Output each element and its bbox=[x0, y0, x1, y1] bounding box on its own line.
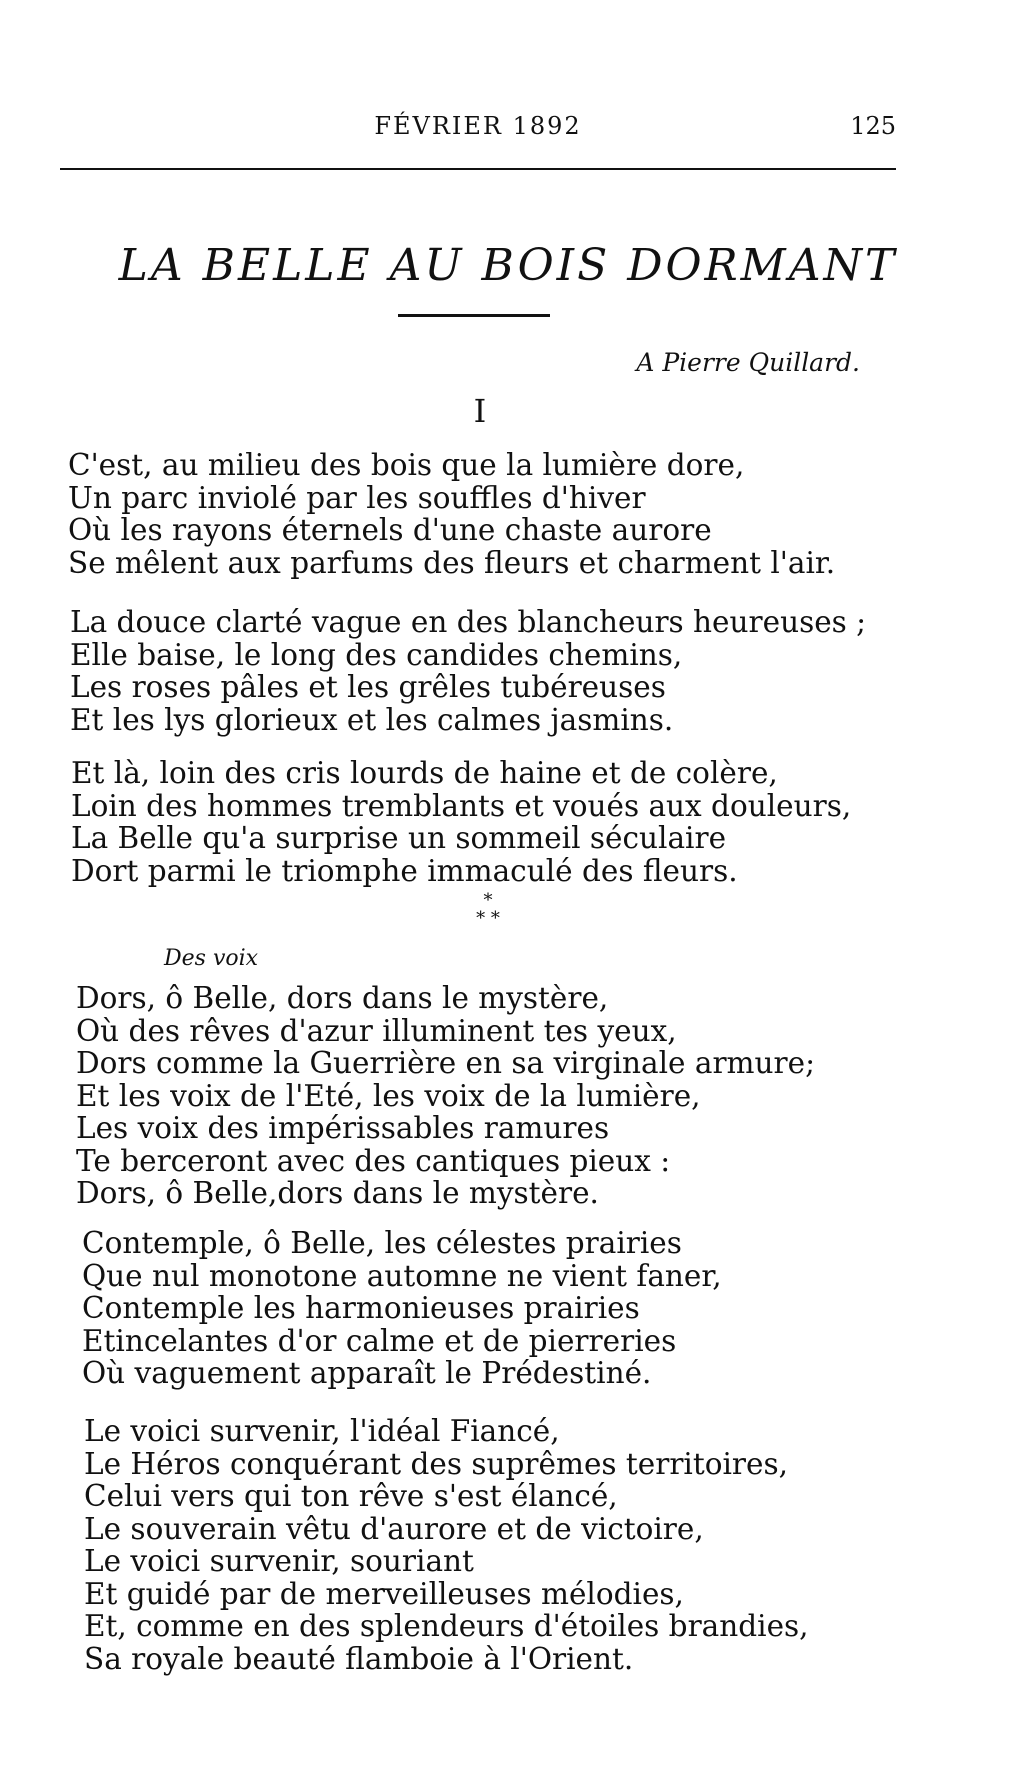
verse-line: Contemple, ô Belle, les célestes prairies bbox=[82, 1226, 682, 1260]
verse-line: Les voix des impérissables ramures bbox=[76, 1111, 610, 1145]
asterism-top: * bbox=[483, 890, 493, 911]
title-rule bbox=[398, 314, 550, 317]
verse-line: Se mêlent aux parfums des fleurs et charment l'air. bbox=[68, 545, 836, 580]
running-head bbox=[60, 112, 896, 146]
asterism-bottom: * * bbox=[476, 908, 500, 929]
stanza-4 bbox=[76, 982, 815, 1210]
verse-line: Le souverain vêtu d'aurore et de victoire, bbox=[84, 1511, 704, 1546]
verse-line: Où des rêves d'azur illuminent tes yeux, bbox=[76, 1013, 677, 1048]
asterism-divider bbox=[468, 892, 508, 928]
verse-line: Celui vers qui ton rêve s'est élancé, bbox=[84, 1479, 618, 1513]
verse-line: Dors, ô Belle,dors dans le mystère. bbox=[76, 1176, 599, 1210]
verse-line: Et, comme en des splendeurs d'étoiles brandies, bbox=[84, 1609, 809, 1643]
verse-line: Que nul monotone automne ne vient faner, bbox=[82, 1258, 722, 1293]
verse-line: Etincelantes d'or calme et de pierreries bbox=[82, 1323, 677, 1358]
verse-line: Dors comme la Guerrière en sa virginale armure; bbox=[76, 1046, 816, 1080]
verse-line: Dors, ô Belle, dors dans le mystère, bbox=[76, 981, 609, 1015]
stanza-2 bbox=[70, 606, 866, 736]
stanza-3 bbox=[71, 757, 851, 887]
verse-line: Et les lys glorieux et les calmes jasmins. bbox=[70, 702, 674, 737]
poem-title: LA BELLE AU BOIS DORMANT bbox=[118, 240, 898, 291]
verse-line: Et les voix de l'Eté, les voix de la lumière, bbox=[76, 1078, 701, 1113]
verse-line: C'est, au milieu des bois que la lumière dore, bbox=[68, 448, 745, 482]
section-numeral: I bbox=[473, 392, 487, 430]
verse-line: Et là, loin des cris lourds de haine et de colère, bbox=[71, 756, 778, 790]
verse-line: La Belle qu'a surprise un sommeil séculaire bbox=[71, 821, 727, 855]
verse-line: Où vaguement apparaît le Prédestiné. bbox=[82, 1356, 652, 1390]
verse-line: Elle baise, le long des candides chemins, bbox=[70, 637, 683, 672]
stanza-1 bbox=[68, 449, 835, 579]
header-rule bbox=[60, 168, 896, 170]
page-number: 125 bbox=[850, 112, 896, 140]
verse-line: Un parc inviolé par les souffles d'hiver bbox=[68, 480, 646, 515]
verse-line: Le voici survenir, souriant bbox=[84, 1544, 474, 1578]
verse-line: Et guidé par de merveilleuses mélodies, bbox=[84, 1576, 684, 1611]
verse-line: Dort parmi le triomphe immaculé des fleurs. bbox=[71, 853, 738, 888]
verse-line: Contemple les harmonieuses prairies bbox=[82, 1291, 640, 1325]
voices-label: Des voix bbox=[164, 946, 259, 971]
running-title: FÉVRIER 1892 bbox=[374, 112, 582, 140]
stanza-6 bbox=[84, 1415, 809, 1675]
verse-line: Où les rayons éternels d'une chaste aurore bbox=[68, 513, 712, 547]
verse-line: Les roses pâles et les grêles tubéreuses bbox=[70, 670, 666, 704]
verse-line: La douce clarté vague en des blancheurs heureuses ; bbox=[70, 605, 867, 639]
verse-line: Sa royale beauté flamboie à l'Orient. bbox=[84, 1641, 634, 1676]
verse-line: Le voici survenir, l'idéal Fiancé, bbox=[84, 1414, 560, 1448]
stanza-5 bbox=[82, 1227, 722, 1390]
verse-line: Loin des hommes tremblants et voués aux douleurs, bbox=[71, 788, 852, 823]
dedication: A Pierre Quillard. bbox=[636, 348, 860, 377]
verse-line: Te berceront avec des cantiques pieux : bbox=[76, 1143, 671, 1178]
verse-line: Le Héros conquérant des suprêmes territoires, bbox=[84, 1446, 788, 1481]
